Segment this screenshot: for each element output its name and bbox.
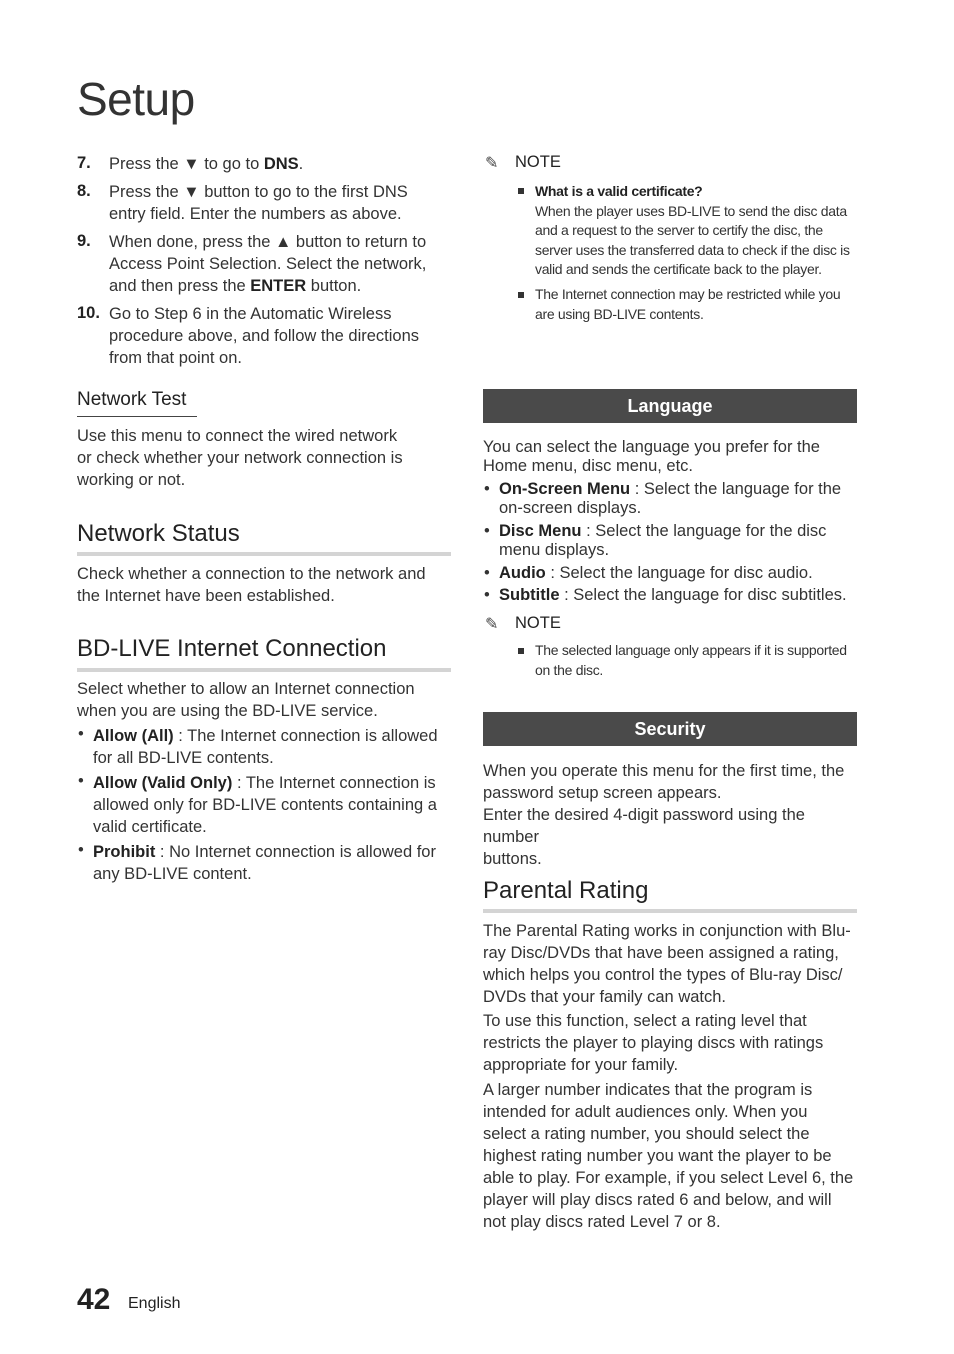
heading-underline — [77, 416, 197, 417]
page-title: Setup — [77, 73, 195, 125]
bullet: • — [484, 586, 490, 604]
bdlive-option: Prohibit : No Internet connection is allowed for any BD-LIVE content. — [93, 843, 436, 883]
bullet: • — [78, 841, 84, 859]
step-text: Press the ▼ to go to DNS. — [109, 155, 304, 173]
bullet: • — [78, 725, 84, 743]
language-intro: You can select the language you prefer for the Home menu, disc menu, etc. — [483, 438, 820, 475]
bullet: • — [484, 564, 490, 582]
pencil-note-icon: ✎ — [485, 616, 499, 633]
parental-paragraph: To use this function, select a rating level that restricts the player to playing discs with ratings appropriate for your family. — [483, 1012, 824, 1074]
step-text: When done, press the ▲ button to return to Access Point Selection. Select the network, and then press the ENTER button. — [109, 233, 427, 295]
bdlive-heading: BD-LIVE Internet Connection — [77, 635, 387, 662]
bdlive-intro: Select whether to allow an Internet connection when you are using the BD-LIVE service. — [77, 680, 415, 720]
section-rule — [77, 552, 451, 556]
page-language: English — [128, 1295, 181, 1312]
bullet: • — [484, 480, 490, 498]
note-label: NOTE — [515, 614, 561, 632]
bdlive-option: Allow (All) : The Internet connection is allowed for all BD-LIVE contents. — [93, 727, 438, 767]
pencil-note-icon: ✎ — [485, 155, 499, 172]
language-option: On-Screen Menu : Select the language for the on-screen displays. — [499, 480, 842, 517]
security-text: When you operate this menu for the first time, the password setup screen appears. Enter the desired 4-digit password using the number buttons. — [483, 762, 845, 868]
network-status-heading: Network Status — [77, 520, 240, 547]
network-test-heading: Network Test — [77, 389, 187, 410]
bdlive-option: Allow (Valid Only) : The Internet connection is allowed only for BD-LIVE contents containing a valid certificate. — [93, 774, 437, 836]
note-item: The selected language only appears if it is supported on the disc. — [535, 642, 847, 678]
step-number: 9. — [77, 232, 91, 250]
step-text: Press the ▼ button to go to the first DNS entry field. Enter the numbers as above. — [109, 183, 408, 223]
step-number: 10. — [77, 304, 100, 322]
language-option: Subtitle : Select the language for disc subtitles. — [499, 586, 847, 604]
square-bullet-icon — [518, 188, 524, 194]
square-bullet-icon — [518, 648, 524, 654]
security-section-bar: Security — [483, 712, 857, 746]
note-item: The Internet connection may be restricted while you are using BD-LIVE contents. — [535, 286, 841, 322]
network-status-text: Check whether a connection to the network and the Internet have been established. — [77, 565, 426, 605]
section-rule — [483, 909, 857, 913]
bullet: • — [484, 522, 490, 540]
language-option: Audio : Select the language for disc audio. — [499, 564, 813, 582]
step-number: 7. — [77, 154, 91, 172]
network-test-text: Use this menu to connect the wired network or check whether your network connection is working or not. — [77, 427, 403, 489]
square-bullet-icon — [518, 292, 524, 298]
language-section-bar: Language — [483, 389, 857, 423]
note-item: What is a valid certificate? When the player uses BD-LIVE to send the disc data and a request to the server to certify the disc, the server uses the transferred data to check if the disc is valid and sends the certificate back to the player. — [535, 183, 850, 277]
page-number: 42 — [77, 1283, 111, 1316]
bullet: • — [78, 772, 84, 790]
parental-paragraph: A larger number indicates that the program is intended for adult audiences only. When you select a rating number, you should select the highest rating number you want the player to be able to play. For example, if you select Level 6, the player will play discs rated 6 and below, and will not play discs rated Level 7 or 8. — [483, 1081, 854, 1231]
step-number: 8. — [77, 182, 91, 200]
language-option: Disc Menu : Select the language for the disc menu displays. — [499, 522, 827, 559]
parental-rating-heading: Parental Rating — [483, 877, 649, 904]
section-rule — [77, 668, 451, 672]
parental-paragraph: The Parental Rating works in conjunction with Blu- ray Disc/DVDs that have been assigned a rating, which helps you control the types of Blu-ray Disc/ DVDs that your family can watch. — [483, 922, 851, 1006]
step-text: Go to Step 6 in the Automatic Wireless procedure above, and follow the directions from that point on. — [109, 305, 420, 367]
note-label: NOTE — [515, 153, 561, 171]
